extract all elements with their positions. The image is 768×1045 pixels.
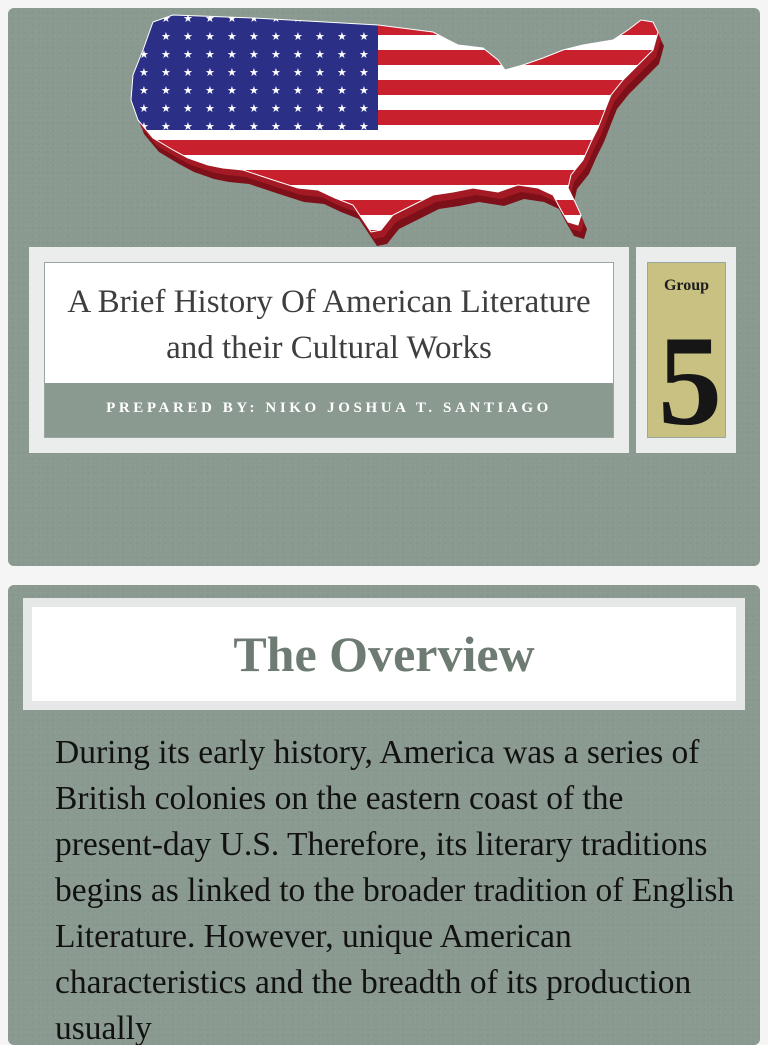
overview-heading-card (23, 598, 745, 710)
presenter-subtitle: PREPARED BY: NIKO JOSHUA T. SANTIAGO (45, 383, 613, 437)
title-card (29, 247, 629, 453)
group-card (636, 247, 736, 453)
group-card-inner (647, 262, 726, 452)
group-number: 5 (658, 310, 722, 452)
overview-body-text: During its early history, America was a series of British colonies on the eastern coast of the present-day U.S. Therefore, its literary traditions begins as linked to the broader tradition of English Literature. However, unique American characteristics and the breadth of its production usually (55, 734, 735, 1045)
title-slide (8, 8, 760, 566)
overview-heading: The Overview (233, 626, 535, 682)
overview-slide (8, 585, 760, 1045)
title-card-inner (44, 262, 614, 438)
group-label: Group (663, 277, 710, 294)
presentation-title: A Brief History Of American Literature and their Cultural Works (67, 284, 591, 366)
overview-heading-inner (32, 607, 736, 701)
us-flag-map-icon (113, 10, 673, 250)
